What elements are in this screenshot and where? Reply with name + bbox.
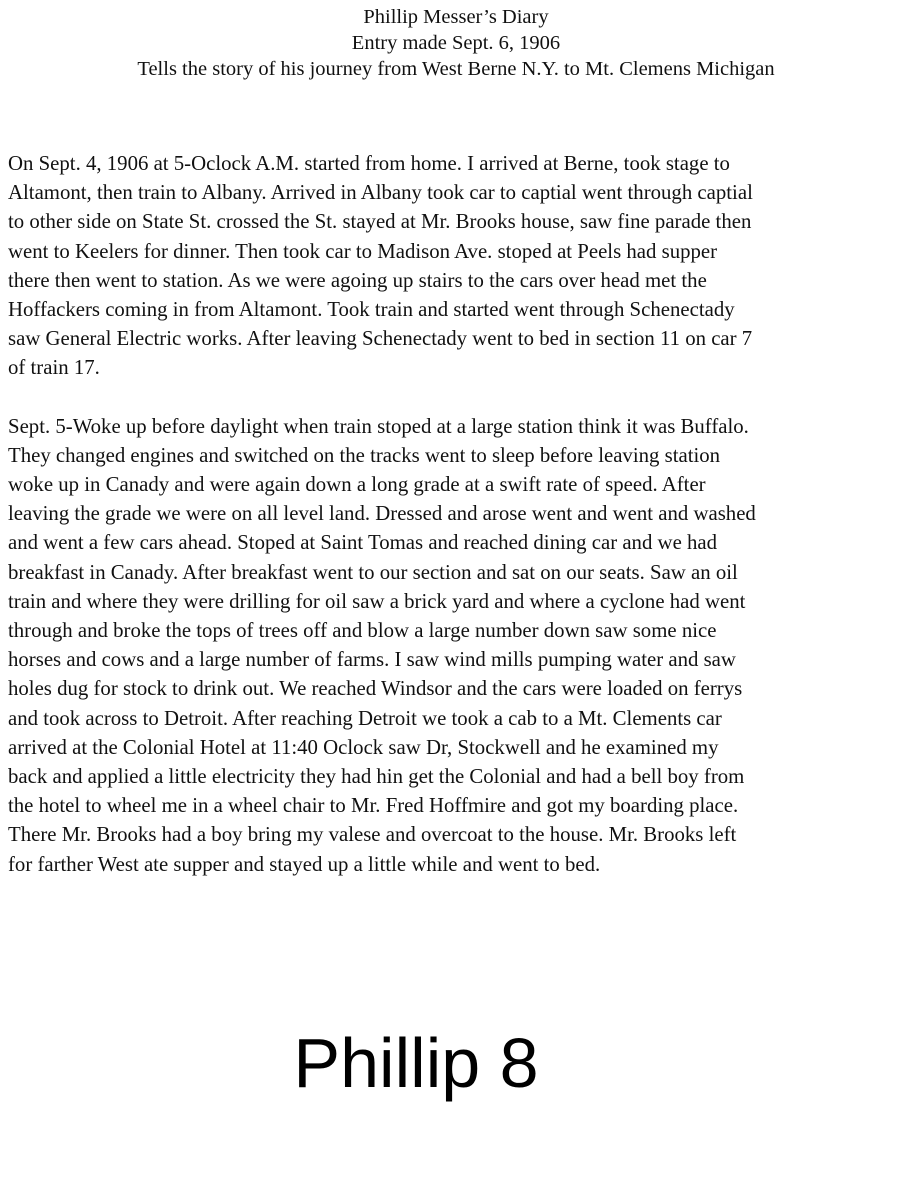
paragraph-sept-4 (8, 149, 900, 383)
text-line: and went a few cars ahead. Stoped at Saint Tomas and reached dining car and we had (8, 531, 718, 555)
text-line: for farther West ate supper and stayed up a little while and went to bed. (8, 852, 601, 876)
paragraph-sept-5 (8, 412, 900, 879)
text-line: leaving the grade we were on all level land. Dressed and arose went and went and washed (8, 502, 756, 526)
diary-body (8, 149, 900, 908)
text-line: there then went to station. As we were agoing up stairs to the cars over head met the (8, 268, 707, 292)
text-line: horses and cows and a large number of farms. I saw wind mills pumping water and saw (8, 648, 736, 672)
text-line: breakfast in Canady. After breakfast went to our section and sat on our seats. Saw an oil (8, 560, 738, 584)
text-line: went to Keelers for dinner. Then took car to Madison Ave. stoped at Peels had supper (8, 239, 718, 263)
text-line: There Mr. Brooks had a boy bring my valese and overcoat to the house. Mr. Brooks left (8, 823, 737, 847)
text-line: train and where they were drilling for oil saw a brick yard and where a cyclone had went (8, 589, 746, 613)
text-line: saw General Electric works. After leaving Schenectady went to bed in section 11 on car 7 (8, 327, 753, 351)
page-label: Phillip 8 (293, 1024, 539, 1102)
text-line: Hoffackers coming in from Altamont. Took train and started went through Schenectady (8, 298, 735, 322)
text-line: arrived at the Colonial Hotel at 11:40 Oclock saw Dr, Stockwell and he examined my (8, 735, 719, 759)
document-title: Phillip Messer’s Diary (363, 6, 549, 28)
text-line: to other side on State St. crossed the St. stayed at Mr. Brooks house, saw fine parade then (8, 210, 752, 234)
text-line: the hotel to wheel me in a wheel chair to Mr. Fred Hoffmire and got my boarding place. (8, 794, 739, 818)
text-line: Sept. 5-Woke up before daylight when train stoped at a large station think it was Buffalo. (8, 414, 749, 438)
text-line: and took across to Detroit. After reaching Detroit we took a cab to a Mt. Clements car (8, 706, 722, 730)
entry-date: Entry made Sept. 6, 1906 (351, 32, 561, 54)
document-subtitle: Tells the story of his journey from West Berne N.Y. to Mt. Clemens Michigan (137, 58, 775, 80)
text-line: They changed engines and switched on the tracks went to sleep before leaving station (8, 443, 721, 467)
document-header (0, 4, 900, 82)
text-line: through and broke the tops of trees off and blow a large number down saw some nice (8, 619, 717, 643)
text-line: of train 17. (8, 356, 100, 380)
text-line: On Sept. 4, 1906 at 5-Oclock A.M. started from home. I arrived at Berne, took stage to (8, 152, 730, 175)
text-line: woke up in Canady and were again down a long grade at a swift rate of speed. After (8, 473, 706, 497)
text-line: holes dug for stock to drink out. We reached Windsor and the cars were loaded on ferrys (8, 677, 743, 701)
text-line: Altamont, then train to Albany. Arrived in Albany took car to captial went through captial (8, 181, 753, 205)
text-line: back and applied a little electricity they had hin get the Colonial and had a bell boy from (8, 765, 745, 789)
